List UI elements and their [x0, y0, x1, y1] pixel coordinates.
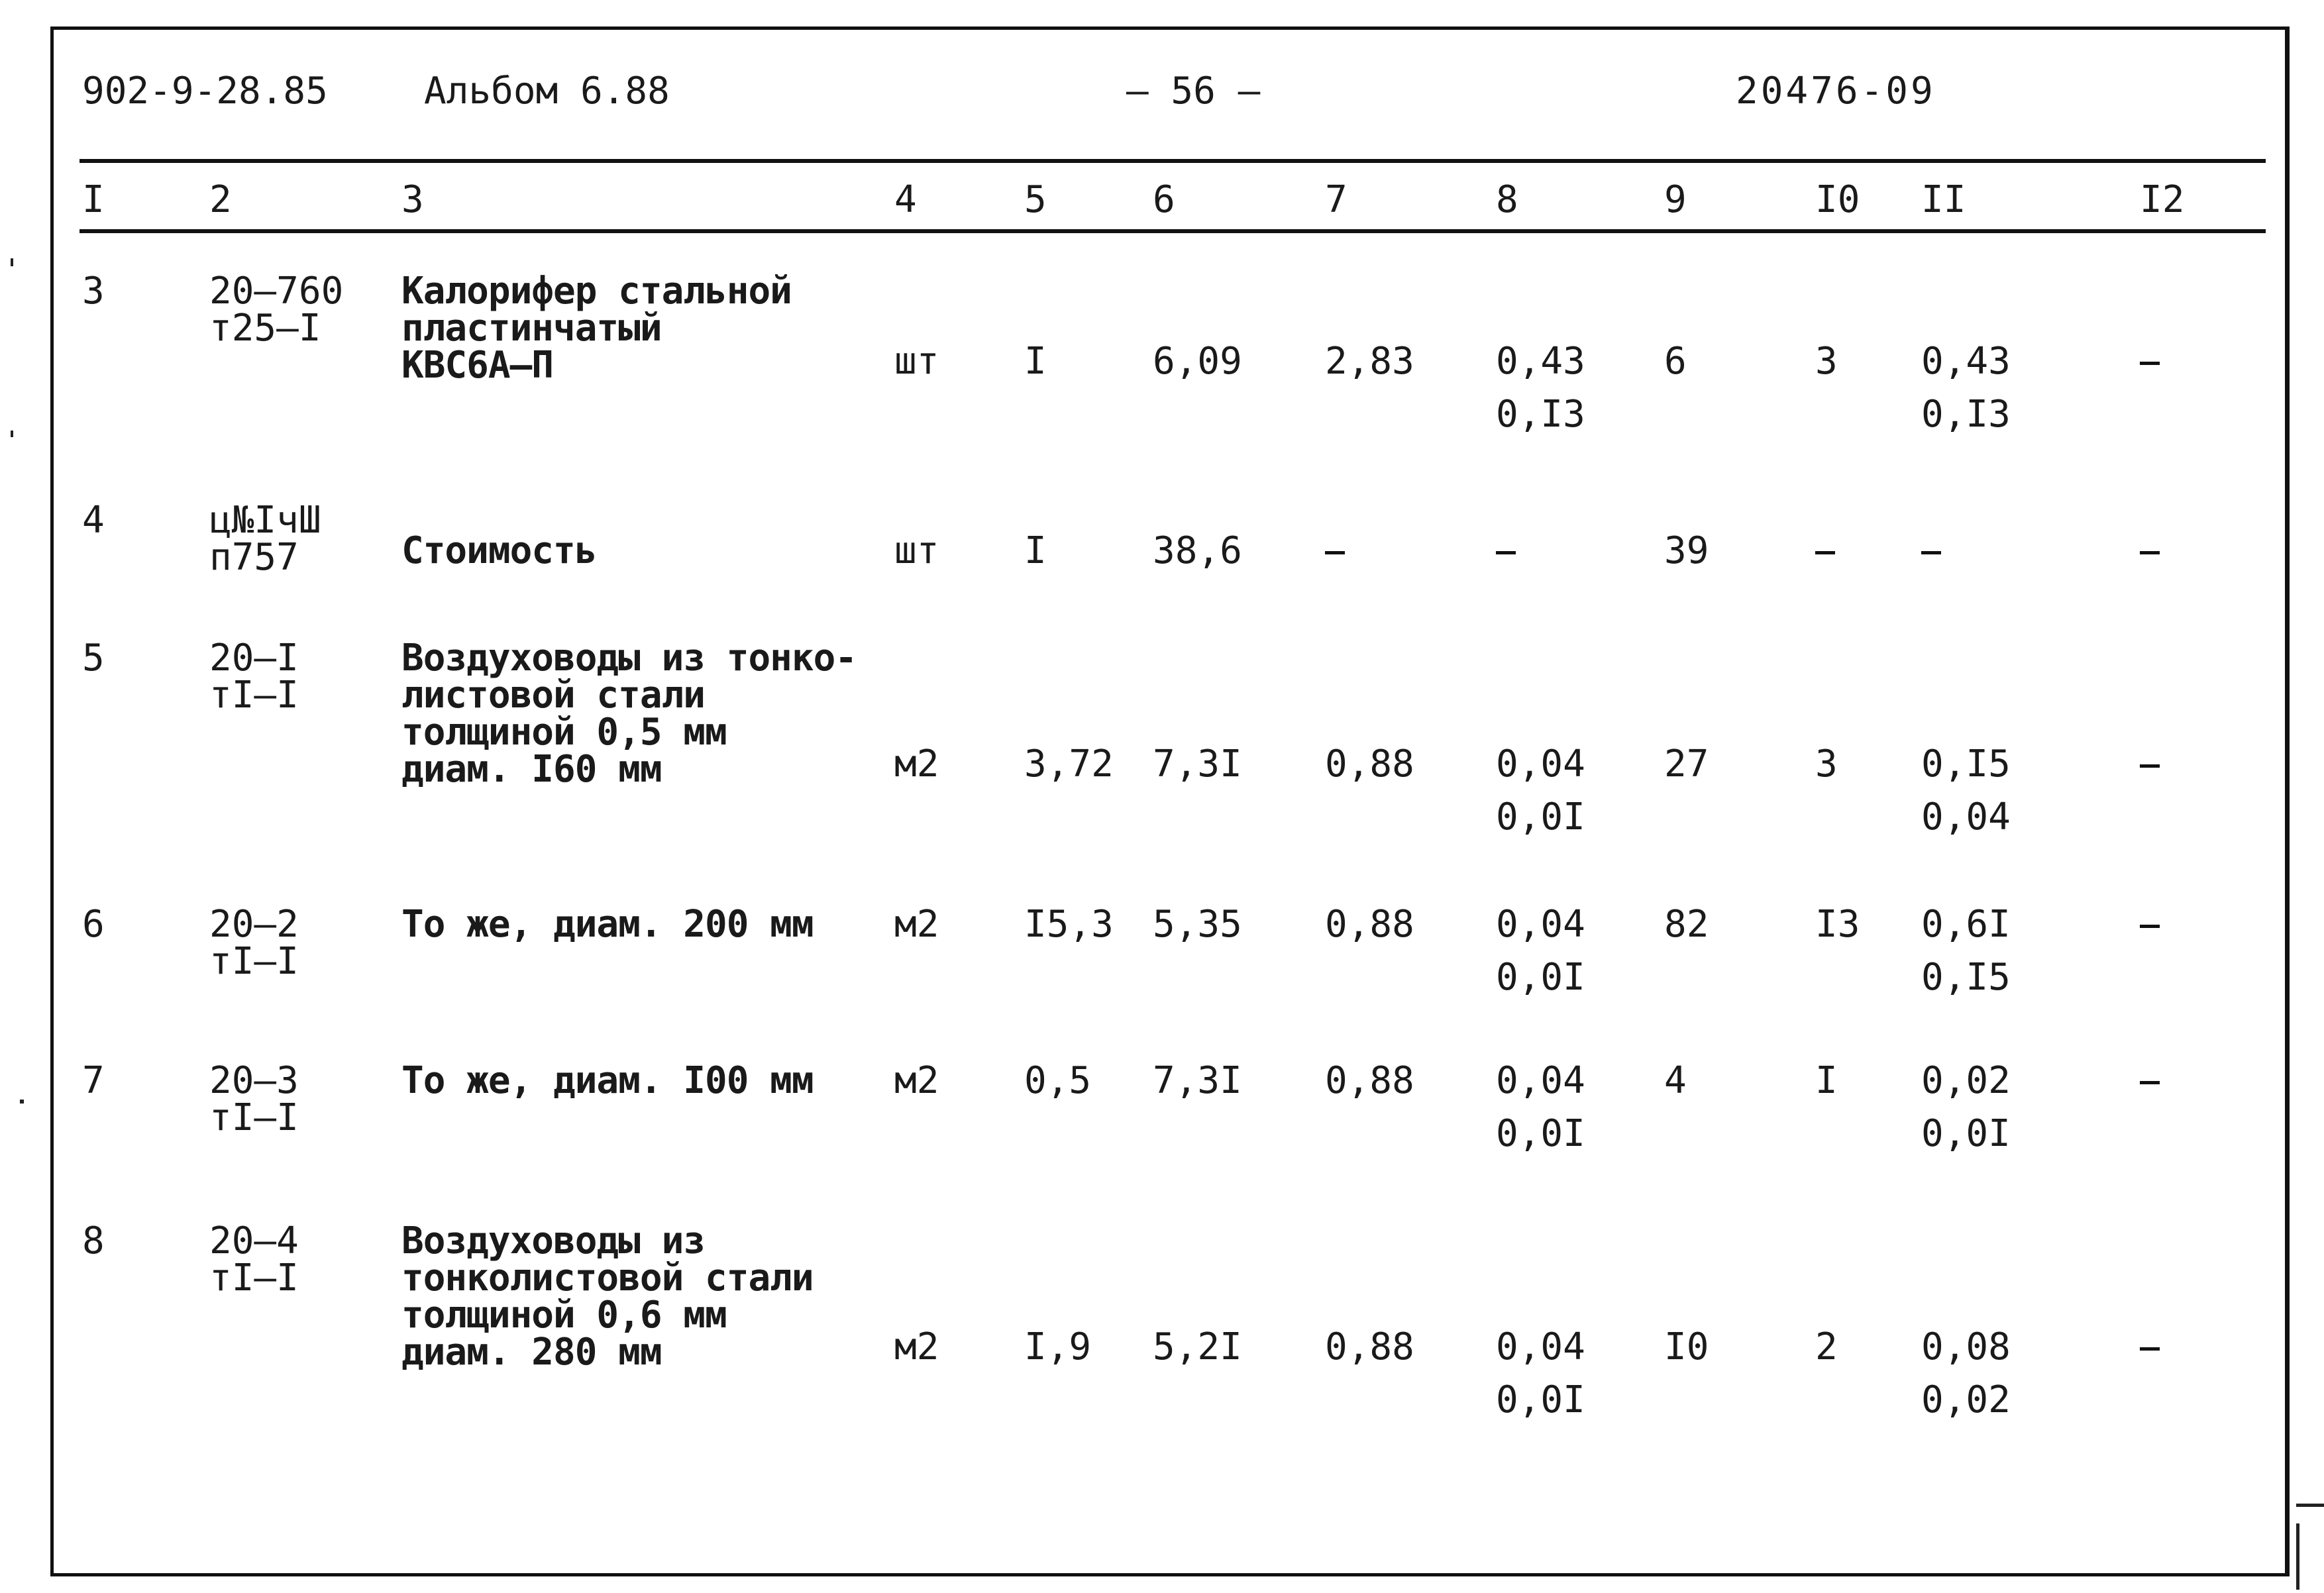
cell-c8: 0,0I [1496, 956, 1585, 999]
item-description-line: пластинчатый [401, 307, 662, 350]
norm-code-line: 20–4 [209, 1219, 299, 1262]
column-number: 8 [1496, 178, 1518, 221]
column-number: 7 [1325, 178, 1347, 221]
norm-code [209, 637, 299, 717]
header-divider [79, 159, 2266, 163]
cell-c10: 3 [1815, 743, 1838, 786]
empty-dash [1496, 551, 1516, 554]
cell-c6: 5,35 [1153, 903, 1242, 946]
cell-c5: I [1024, 340, 1047, 383]
empty-dash [1815, 551, 1835, 554]
column-number: II [1921, 178, 1966, 221]
norm-code [209, 1059, 299, 1139]
norm-code-line: тI–I [209, 1096, 299, 1139]
edge-bracket [2296, 1504, 2324, 1507]
cell-c8: 0,43 [1496, 340, 1585, 383]
column-number: I0 [1815, 178, 1860, 221]
empty-dash [2140, 764, 2160, 768]
column-number: I [82, 178, 105, 221]
cell-c8: 0,04 [1496, 1325, 1585, 1368]
cell-c7: 0,88 [1325, 1059, 1414, 1102]
item-description-line: То же, диам. 200 мм [401, 903, 814, 946]
norm-code-line: тI–I [209, 1257, 299, 1300]
cell-c4: шт [894, 340, 939, 383]
cell-c7: 0,88 [1325, 903, 1414, 946]
cell-c5: I,9 [1024, 1325, 1092, 1368]
norm-code [209, 499, 321, 579]
cell-c5: 3,72 [1024, 743, 1114, 786]
edge-bracket [2296, 1523, 2299, 1590]
column-number: 6 [1153, 178, 1175, 221]
cell-c8: 0,04 [1496, 743, 1585, 786]
item-description-line: То же, диам. I00 мм [401, 1059, 814, 1102]
column-header-divider [79, 229, 2266, 233]
cell-c11: 0,0I [1921, 1112, 2011, 1155]
item-description-line: толщиной 0,6 мм [401, 1294, 727, 1337]
cell-c6: 7,3I [1153, 743, 1242, 786]
cell-c9: 4 [1664, 1059, 1687, 1102]
cell-c8: 0,0I [1496, 1112, 1585, 1155]
item-description [401, 903, 814, 946]
cell-c4: м2 [894, 1325, 939, 1368]
norm-code-line: ц№IчШ [209, 499, 321, 542]
norm-code [209, 270, 344, 350]
row-number: 7 [82, 1059, 105, 1102]
item-description [401, 270, 792, 387]
cell-c8: 0,04 [1496, 903, 1585, 946]
cell-c5: I [1024, 529, 1047, 572]
norm-code-line: 20–760 [209, 270, 344, 313]
column-number: I2 [2140, 178, 2185, 221]
cell-c11: 0,02 [1921, 1378, 2011, 1421]
cell-c7: 0,88 [1325, 743, 1414, 786]
row-number: 4 [82, 499, 105, 542]
empty-dash [2140, 551, 2160, 554]
cell-c11: 0,08 [1921, 1325, 2011, 1368]
page-number: – 56 – [1126, 70, 1261, 113]
norm-code-line: тI–I [209, 940, 299, 983]
empty-dash [2140, 362, 2160, 365]
item-description [401, 1059, 814, 1102]
empty-dash [2140, 1081, 2160, 1084]
item-description-line: диам. I60 мм [401, 748, 662, 791]
empty-dash [2140, 1347, 2160, 1351]
cell-c9: 6 [1664, 340, 1687, 383]
item-description-line: Стоимость [401, 529, 597, 572]
norm-code-line: 20–I [209, 637, 299, 680]
cell-c9: 82 [1664, 903, 1709, 946]
item-description-line: Воздуховоды из [401, 1219, 706, 1262]
cell-c11: 0,43 [1921, 340, 2011, 383]
cell-c6: 7,3I [1153, 1059, 1242, 1102]
cell-c6: 38,6 [1153, 529, 1242, 572]
cell-c11: 0,6I [1921, 903, 2011, 946]
cell-c6: 5,2I [1153, 1325, 1242, 1368]
row-number: 3 [82, 270, 105, 313]
cell-c5: 0,5 [1024, 1059, 1092, 1102]
norm-code-line: 20–2 [209, 903, 299, 946]
cell-c11: 0,02 [1921, 1059, 2011, 1102]
empty-dash [2140, 925, 2160, 928]
cell-c7: 0,88 [1325, 1325, 1414, 1368]
item-description-line: тонколистовой стали [401, 1257, 814, 1300]
item-description-line: Воздуховоды из тонко- [401, 637, 857, 680]
scan-mark [11, 431, 13, 437]
cell-c10: I3 [1815, 903, 1860, 946]
cell-c4: м2 [894, 903, 939, 946]
cell-c8: 0,0I [1496, 796, 1585, 839]
cell-c4: шт [894, 529, 939, 572]
column-number: 4 [894, 178, 917, 221]
scan-mark [20, 1100, 24, 1104]
document-code: 902-9-28.85 [82, 70, 328, 113]
cell-c11: 0,I5 [1921, 743, 2011, 786]
row-number: 6 [82, 903, 105, 946]
cell-c11: 0,I3 [1921, 393, 2011, 436]
row-number: 8 [82, 1219, 105, 1262]
item-description [401, 637, 857, 791]
empty-dash [1325, 551, 1345, 554]
cell-c4: м2 [894, 1059, 939, 1102]
sheet-code: 20476-09 [1736, 70, 1936, 113]
column-number: 2 [209, 178, 232, 221]
item-description [401, 1219, 814, 1374]
cell-c10: I [1815, 1059, 1838, 1102]
norm-code [209, 1219, 299, 1300]
cell-c11: 0,04 [1921, 796, 2011, 839]
cell-c8: 0,0I [1496, 1378, 1585, 1421]
norm-code-line: 20–3 [209, 1059, 299, 1102]
norm-code-line: п757 [209, 536, 299, 579]
row-number: 5 [82, 637, 105, 680]
column-number: 5 [1024, 178, 1047, 221]
item-description-line: толщиной 0,5 мм [401, 711, 727, 754]
cell-c4: м2 [894, 743, 939, 786]
norm-code [209, 903, 299, 983]
cell-c6: 6,09 [1153, 340, 1242, 383]
cell-c9: I0 [1664, 1325, 1709, 1368]
norm-code-line: тI–I [209, 674, 299, 717]
item-description-line: диам. 280 мм [401, 1331, 662, 1374]
item-description [401, 529, 597, 572]
cell-c8: 0,I3 [1496, 393, 1585, 436]
cell-c7: 2,83 [1325, 340, 1414, 383]
item-description-line: КВС6А–П [401, 344, 554, 387]
cell-c11: 0,I5 [1921, 956, 2011, 999]
cell-c10: 3 [1815, 340, 1838, 383]
norm-code-line: т25–I [209, 307, 321, 350]
cell-c10: 2 [1815, 1325, 1838, 1368]
cell-c8: 0,04 [1496, 1059, 1585, 1102]
cell-c9: 39 [1664, 529, 1709, 572]
item-description-line: листовой стали [401, 674, 706, 717]
column-number: 9 [1664, 178, 1687, 221]
column-number: 3 [401, 178, 424, 221]
cell-c9: 27 [1664, 743, 1709, 786]
empty-dash [1921, 551, 1941, 554]
album-label: Альбом 6.88 [424, 70, 670, 113]
cell-c5: I5,3 [1024, 903, 1114, 946]
scan-mark [11, 258, 13, 266]
item-description-line: Калорифер стальной [401, 270, 792, 313]
